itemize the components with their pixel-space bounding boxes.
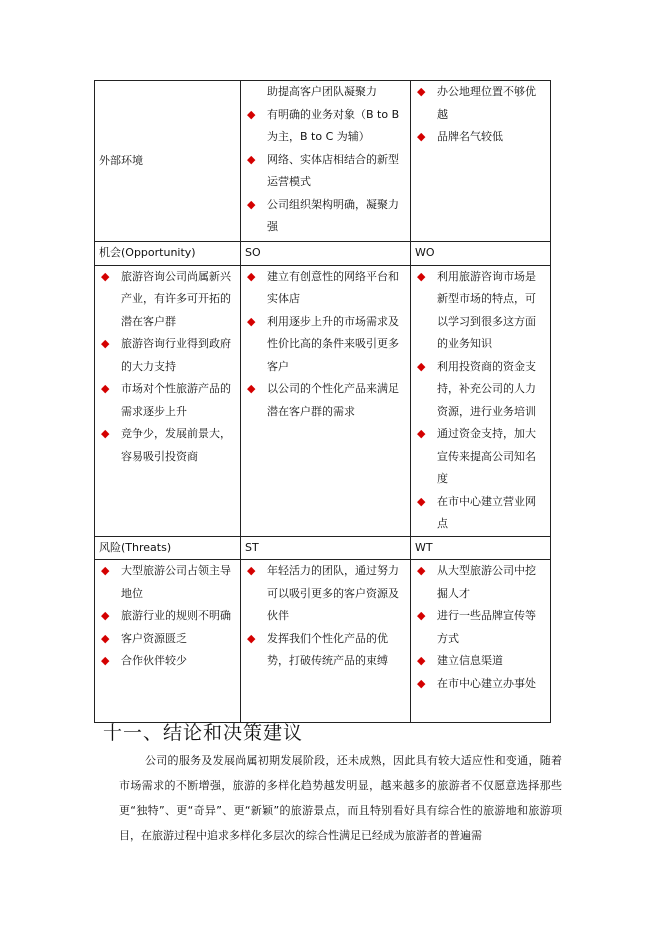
diamond-bullet-icon: ◆ — [417, 654, 426, 667]
diamond-bullet-icon: ◆ — [101, 427, 110, 440]
external-env-label: 外部环境 — [95, 81, 241, 242]
diamond-bullet-icon: ◆ — [247, 152, 256, 166]
diamond-bullet-icon: ◆ — [101, 382, 110, 395]
diamond-bullet-icon: ◆ — [101, 564, 110, 577]
diamond-bullet-icon: ◆ — [247, 107, 256, 121]
section-title: 十一、结论和决策建议 — [103, 722, 304, 744]
list-item: ◆ 旅游行业的规则不明确 — [99, 605, 236, 628]
wt-cell — [411, 560, 551, 723]
diamond-bullet-icon: ◆ — [417, 494, 426, 508]
section-paragraph: 公司的服务及发展尚属初期发展阶段，还未成熟，因此具有较大适应性和变通，随着市场需求的不断增强，旅游的多样化趋势越发明显，越来越多的旅游者不仅愿意选择那些更“独特”、更“奇异”、更“新颖”的旅游景点，而且特别看好具有综合性的旅游地和旅游项目，在旅游过程中追求多样化多层次的综合性满足已经成为旅游者的普遍需 — [119, 754, 562, 842]
so-label: SO — [241, 242, 411, 266]
list-item: ◆ 旅游咨询行业得到政府的大力支持 — [99, 333, 236, 378]
wt-label: WT — [411, 536, 551, 560]
diamond-bullet-icon: ◆ — [417, 427, 426, 440]
list-item: ◆ 建立信息渠道 — [415, 650, 546, 673]
list-item: ◆ 合作伙伴较少 — [99, 650, 236, 673]
diamond-bullet-icon: ◆ — [101, 269, 110, 283]
diamond-bullet-icon: ◆ — [247, 197, 256, 211]
list-item: ◆ 竞争少，发展前景大，容易吸引投资商 — [99, 423, 236, 468]
diamond-bullet-icon: ◆ — [101, 631, 110, 645]
list-item: ◆ 建立有创意性的网络平台和实体店 — [245, 266, 406, 311]
list-item: ◆ 在市中心建立营业网点 — [415, 491, 546, 536]
opportunity-header-row — [95, 242, 551, 266]
list-item: ◆ 进行一些品牌宣传等方式 — [415, 605, 546, 650]
list-item: 助提高客户团队凝聚力 — [267, 85, 377, 98]
diamond-bullet-icon: ◆ — [247, 314, 256, 328]
diamond-bullet-icon: ◆ — [417, 676, 426, 690]
threat-label: 风险(Threats) — [95, 536, 241, 560]
list-item: ◆ 旅游咨询公司尚属新兴产业，有许多可开拓的潜在客户群 — [99, 266, 236, 334]
diamond-bullet-icon: ◆ — [101, 609, 110, 622]
st-label: ST — [241, 536, 411, 560]
diamond-bullet-icon: ◆ — [101, 337, 110, 350]
wo-label: WO — [411, 242, 551, 266]
diamond-bullet-icon: ◆ — [417, 130, 426, 143]
strengths-continued-cell — [241, 81, 411, 242]
list-item: ◆ 市场对个性旅游产品的需求逐步上升 — [99, 378, 236, 423]
list-item: ◆ 从大型旅游公司中挖掘人才 — [415, 560, 546, 605]
threat-content-row — [95, 560, 551, 723]
list-item: ◆ 在市中心建立办事处 — [415, 673, 546, 696]
list-item: ◆ 利用逐步上升的市场需求及性价比高的条件来吸引更多客户 — [245, 311, 406, 379]
diamond-bullet-icon: ◆ — [417, 359, 426, 373]
diamond-bullet-icon: ◆ — [417, 85, 426, 98]
list-item: ◆ 以公司的个性化产品来满足潜在客户群的需求 — [245, 378, 406, 423]
list-item: ◆ 通过资金支持，加大宣传来提高公司知名度 — [415, 423, 546, 491]
list-item: ◆ 客户资源匮乏 — [99, 628, 236, 651]
list-item: ◆ 年轻活力的团队，通过努力可以吸引更多的客户资源及伙伴 — [245, 560, 406, 628]
swot-table — [94, 80, 551, 723]
list-item: ◆ 发挥我们个性化产品的优势，打破传统产品的束缚 — [245, 628, 406, 673]
threats-cell — [95, 560, 241, 723]
list-item: ◆ 大型旅游公司占领主导地位 — [99, 560, 236, 605]
external-env-row — [95, 81, 551, 242]
so-cell — [241, 265, 411, 536]
diamond-bullet-icon: ◆ — [247, 382, 256, 395]
opportunity-content-row — [95, 265, 551, 536]
opportunity-label: 机会(Opportunity) — [95, 242, 241, 266]
threat-header-row — [95, 536, 551, 560]
diamond-bullet-icon: ◆ — [417, 269, 426, 283]
diamond-bullet-icon: ◆ — [101, 654, 110, 667]
weaknesses-continued-cell — [411, 81, 551, 242]
diamond-bullet-icon: ◆ — [247, 269, 256, 283]
diamond-bullet-icon: ◆ — [247, 564, 256, 577]
list-item: ◆ 有明确的业务对象（B to B 为主，B to C 为辅） — [245, 104, 406, 149]
list-item: ◆ 网络、实体店相结合的新型运营模式 — [245, 149, 406, 194]
list-item: ◆ 公司组织架构明确，凝聚力强 — [245, 194, 406, 239]
diamond-bullet-icon: ◆ — [417, 609, 426, 622]
list-item: ◆ 品牌名气较低 — [415, 126, 546, 149]
diamond-bullet-icon: ◆ — [247, 631, 256, 645]
st-cell — [241, 560, 411, 723]
list-item: ◆ 办公地理位置不够优越 — [415, 81, 546, 126]
list-item: ◆ 利用投资商的资金支持，补充公司的人力资源，进行业务培训 — [415, 356, 546, 424]
wo-cell — [411, 265, 551, 536]
diamond-bullet-icon: ◆ — [417, 564, 426, 577]
list-item: ◆ 利用旅游咨询市场是新型市场的特点，可以学习到很多这方面的业务知识 — [415, 266, 546, 356]
opportunities-cell — [95, 265, 241, 536]
